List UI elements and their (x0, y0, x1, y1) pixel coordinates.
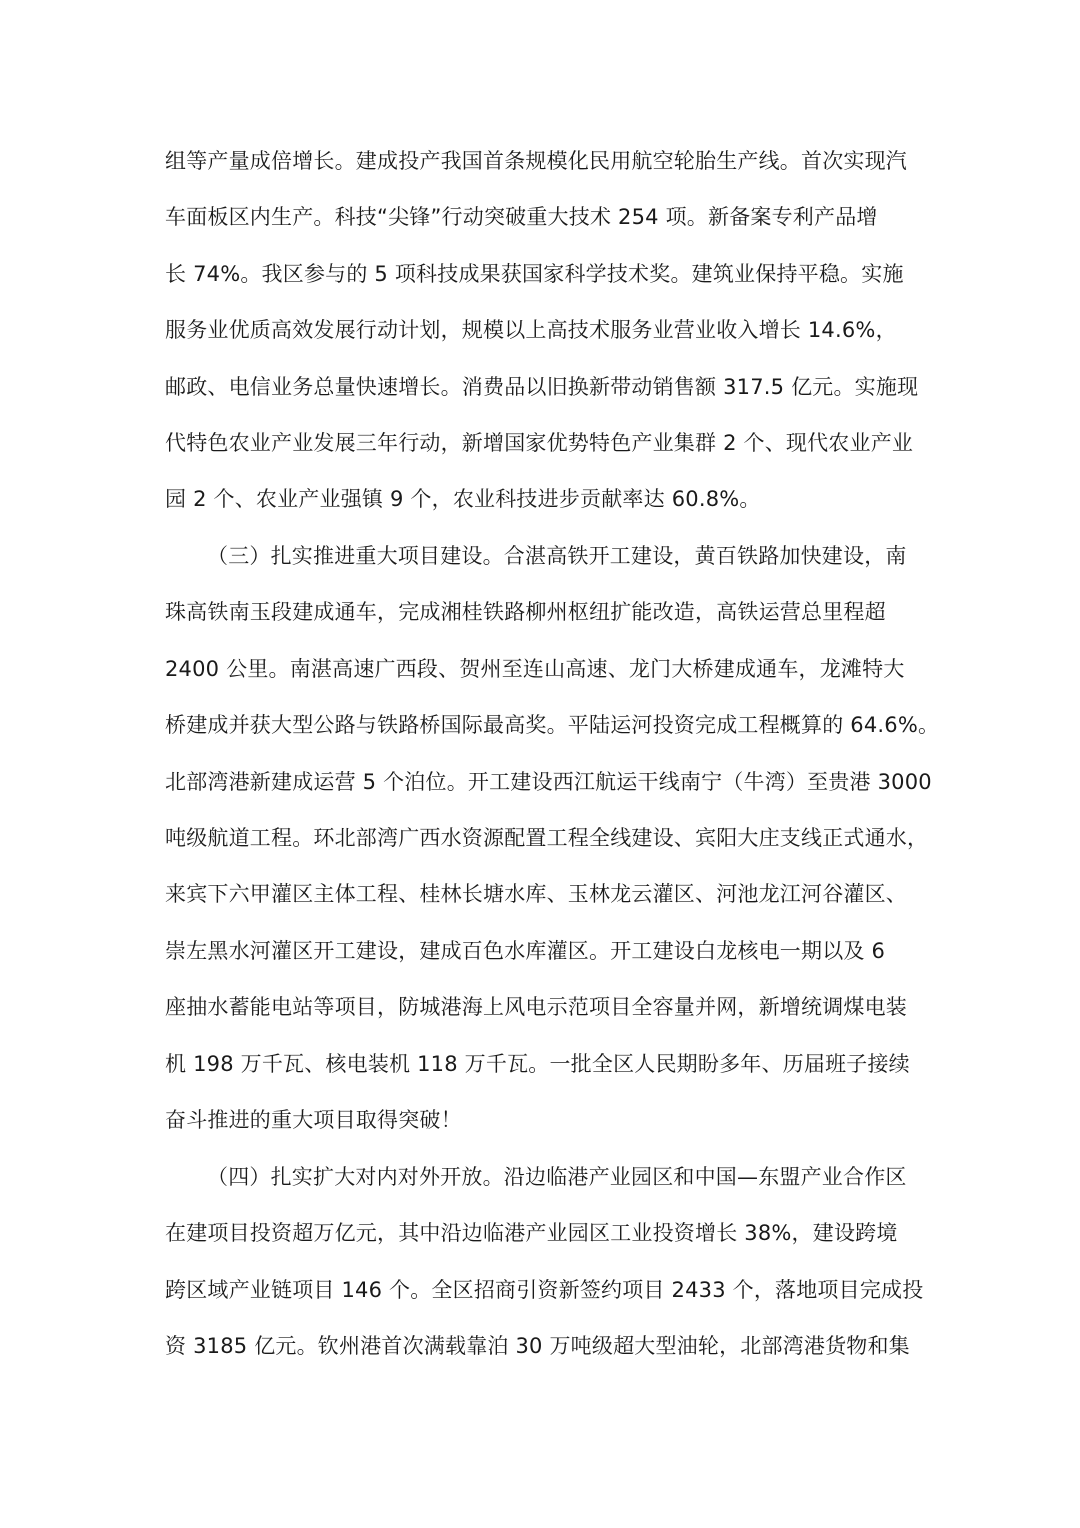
text-line: 组等产量成倍增长。建成投产我国首条规模化民用航空轮胎生产线。首次实现汽 (165, 149, 907, 173)
text-line: 珠高铁南玉段建成通车，完成湘桂铁路柳州枢纽扩能改造，高铁运营总里程超 (165, 600, 886, 625)
text-line: 代特色农业产业发展三年行动，新增国家优势特色产业集群 2 个、现代农业产业 (165, 430, 914, 455)
text-line: 邮政、电信业务总量快速增长。消费品以旧换新带动销售额 317.5 亿元。实施现 (165, 374, 919, 399)
text-line: 吨级航道工程。环北部湾广西水资源配置工程全线建设、宾阳大庄支线正式通水， (165, 825, 929, 850)
text-line: 园 2 个、农业产业强镇 9 个，农业科技进步贡献率达 60.8%。 (165, 487, 761, 512)
paragraph-industry (165, 133, 925, 528)
paragraph-opening-up (165, 1149, 925, 1375)
text-line: 崇左黑水河灌区开工建设，建成百色水库灌区。开工建设白龙核电一期以及 6 (165, 938, 886, 963)
text-line: 服务业优质高效发展行动计划，规模以上高技术服务业营业收入增长 14.6%， (165, 318, 897, 343)
text-line: 资 3185 亿元。钦州港首次满载靠泊 30 万吨级超大型油轮，北部湾港货物和集 (165, 1334, 910, 1359)
text-line: 桥建成并获大型公路与铁路桥国际最高奖。平陆运河投资完成工程概算的 64.6%。 (165, 713, 940, 738)
text-line: 座抽水蓄能电站等项目，防城港海上风电示范项目全容量并网，新增统调煤电装 (165, 995, 907, 1020)
text-line: 在建项目投资超万亿元，其中沿边临港产业园区工业投资增长 38%，建设跨境 (165, 1221, 898, 1246)
text-line: 跨区域产业链项目 146 个。全区招商引资新签约项目 2433 个，落地项目完成投 (165, 1277, 924, 1302)
text-line: 车面板区内生产。科技“尖锋”行动突破重大技术 254 项。新备案专利产品增 (165, 205, 878, 230)
text-line: 来宾下六甲灌区主体工程、桂林长塘水库、玉林龙云灌区、河池龙江河谷灌区、 (165, 882, 907, 907)
paragraph-major-projects (165, 528, 940, 1148)
text-line: 长 74%。我区参与的 5 项科技成果获国家科学技术奖。建筑业保持平稳。实施 (165, 261, 904, 286)
text-line: （四）扎实扩大对内对外开放。沿边临港产业园区和中国—东盟产业合作区 (207, 1165, 907, 1189)
text-line: 2400 公里。南湛高速广西段、贺州至连山高速、龙门大桥建成通车，龙滩特大 (165, 656, 905, 681)
text-line: （三）扎实推进重大项目建设。合湛高铁开工建设，黄百铁路加快建设，南 (207, 544, 907, 568)
text-line: 机 198 万千瓦、核电装机 118 万千瓦。一批全区人民期盼多年、历届班子接续 (165, 1051, 910, 1076)
text-line: 北部湾港新建成运营 5 个泊位。开工建设西江航运干线南宁（牛湾）至贵港 3000 (165, 769, 932, 794)
text-line: 奋斗推进的重大项目取得突破！ (165, 1107, 462, 1132)
